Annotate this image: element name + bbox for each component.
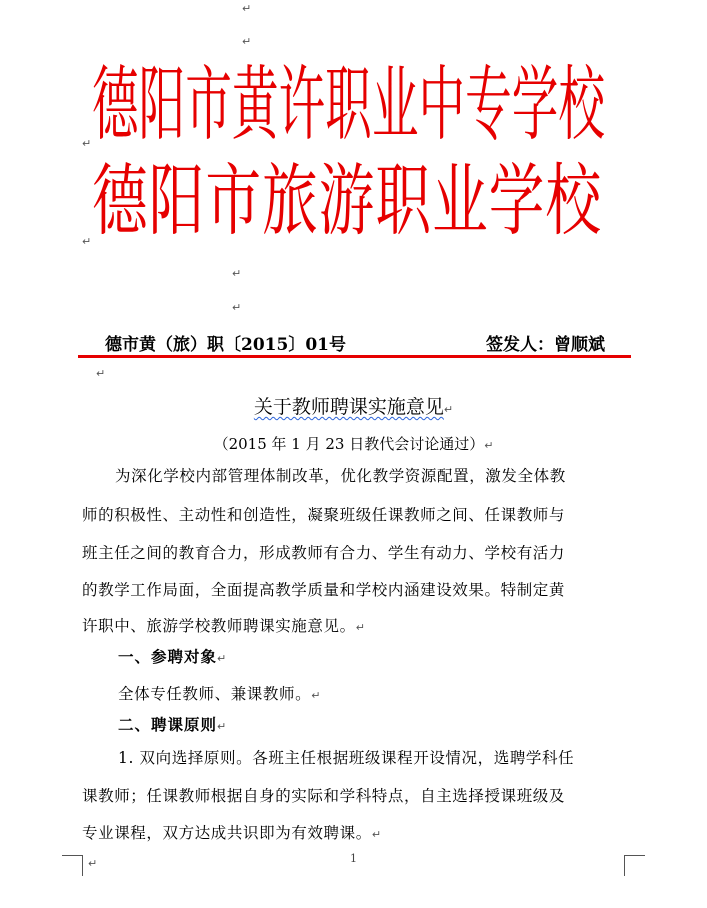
body-line-text: 许职中、旅游学校教师聘课实施意见。 xyxy=(82,617,356,635)
paragraph-mark: ↵ xyxy=(311,689,322,702)
red-divider xyxy=(78,355,631,358)
margin-corner-left xyxy=(62,855,83,876)
body-line: 的教学工作局面，全面提高教学质量和学校内涵建设效果。特制定黄 xyxy=(82,581,566,599)
section-1-text-content: 全体专任教师、兼课教师。 xyxy=(118,685,312,703)
body-line: 课教师；任课教师根据自身的实际和学科特点，自主选择授课班级及 xyxy=(82,787,566,805)
body-line xyxy=(82,614,366,636)
letterhead-line-2: 德阳市旅游职业学校 xyxy=(92,156,602,248)
paragraph-mark: ↵ xyxy=(242,2,252,15)
document-number: 德市黄（旅）职〔2015〕01号 xyxy=(105,335,346,355)
section-heading-2 xyxy=(118,713,227,735)
paragraph-mark: ↵ xyxy=(242,35,252,48)
paragraph-mark: ↵ xyxy=(217,652,227,665)
page-number: 1 xyxy=(350,852,357,865)
paragraph-mark: ↵ xyxy=(217,720,227,733)
document-number-row xyxy=(105,330,605,355)
paragraph-mark: ↵ xyxy=(371,828,382,841)
document-title-text: 关于教师聘课实施意见 xyxy=(253,396,444,418)
paragraph-mark: ↵ xyxy=(232,267,242,280)
body-line xyxy=(82,821,382,843)
section-heading-1-text: 一、参聘对象 xyxy=(118,648,218,666)
body-line-text: 专业课程，双方达成共识即为有效聘课。 xyxy=(82,824,372,842)
paragraph-mark: ↵ xyxy=(484,439,494,452)
paragraph-mark: ↵ xyxy=(88,857,98,870)
section-heading-2-text: 二、聘课原则 xyxy=(118,716,218,734)
section-1-text xyxy=(118,682,321,704)
body-line: 为深化学校内部管理体制改革，优化教学资源配置，激发全体教 xyxy=(115,467,566,485)
paragraph-mark: ↵ xyxy=(96,367,106,380)
document-subtitle xyxy=(0,433,707,454)
margin-corner-right xyxy=(624,855,645,876)
paragraph-mark: ↵ xyxy=(82,235,92,248)
section-heading-1 xyxy=(118,645,227,667)
paragraph-mark: ↵ xyxy=(443,403,454,416)
document-subtitle-text: （2015 年 1 月 23 日教代会讨论通过） xyxy=(213,435,485,453)
document-title xyxy=(0,392,707,419)
letterhead-line-1: 德阳市黄许职业中专学校 xyxy=(92,58,605,153)
signer: 签发人：曾顺斌 xyxy=(486,335,605,355)
paragraph-mark: ↵ xyxy=(355,621,366,634)
body-line: 1. 双向选择原则。各班主任根据班级课程开设情况，选聘学科任 xyxy=(118,749,575,767)
paragraph-mark: ↵ xyxy=(82,137,92,150)
paragraph-mark: ↵ xyxy=(232,301,242,314)
body-line: 师的积极性、主动性和创造性，凝聚班级任课教师之间、任课教师与 xyxy=(82,506,566,524)
body-line: 班主任之间的教育合力，形成教师有合力、学生有动力、学校有活力 xyxy=(82,544,566,562)
